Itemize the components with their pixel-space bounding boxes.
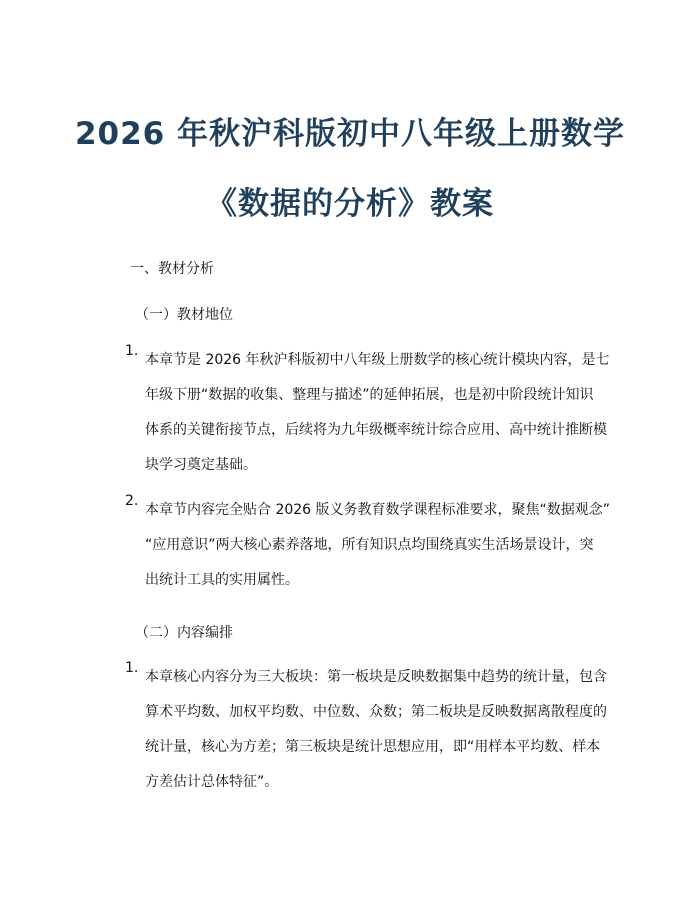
text-line: 体系的关键衔接节点，后续将为九年级概率统计综合应用、高中统计推断模 — [145, 422, 607, 438]
list-item-text — [145, 343, 620, 483]
subsection-heading-textbook-position: （一）教材地位 — [135, 307, 233, 323]
text-line: 统计量，核心为方差；第三板块是统计思想应用，即“用样本平均数、样本 — [145, 739, 601, 755]
list-item-text — [145, 660, 620, 800]
list-item — [125, 493, 620, 598]
text-line: 本章核心内容分为三大板块：第一板块是反映数据集中趋势的统计量，包含 — [145, 669, 607, 685]
list-item — [125, 343, 620, 483]
list-item — [125, 660, 620, 800]
document-title-line-1: 2026 年秋沪科版初中八年级上册数学 — [74, 116, 626, 152]
text-line: 出统计工具的实用属性。 — [145, 572, 299, 588]
text-line: 本章节是 2026 年秋沪科版初中八年级上册数学的核心统计模块内容，是七 — [145, 352, 610, 368]
list-item-number: 1. — [125, 660, 139, 676]
list-item-text — [145, 493, 620, 598]
text-line: 年级下册“数据的收集、整理与描述”的延伸拓展，也是初中阶段统计知识 — [145, 387, 594, 403]
text-line: 块学习奠定基础。 — [145, 457, 257, 473]
text-line: “应用意识”两大核心素养落地，所有知识点均围绕真实生活场景设计，突 — [145, 537, 594, 553]
subsection-heading-content-arrangement: （二）内容编排 — [135, 625, 233, 641]
section-heading-textbook-analysis: 一、教材分析 — [130, 261, 214, 277]
list-item-number: 2. — [125, 493, 139, 509]
document-title-line-2: 《数据的分析》教案 — [206, 186, 494, 222]
text-line: 算术平均数、加权平均数、中位数、众数；第二板块是反映数据离散程度的 — [145, 704, 607, 720]
text-line: 方差估计总体特征”。 — [145, 774, 279, 790]
list-item-number: 1. — [125, 343, 139, 359]
text-line: 本章节内容完全贴合 2026 版义务教育数学课程标准要求，聚焦“数据观念” — [145, 502, 611, 518]
